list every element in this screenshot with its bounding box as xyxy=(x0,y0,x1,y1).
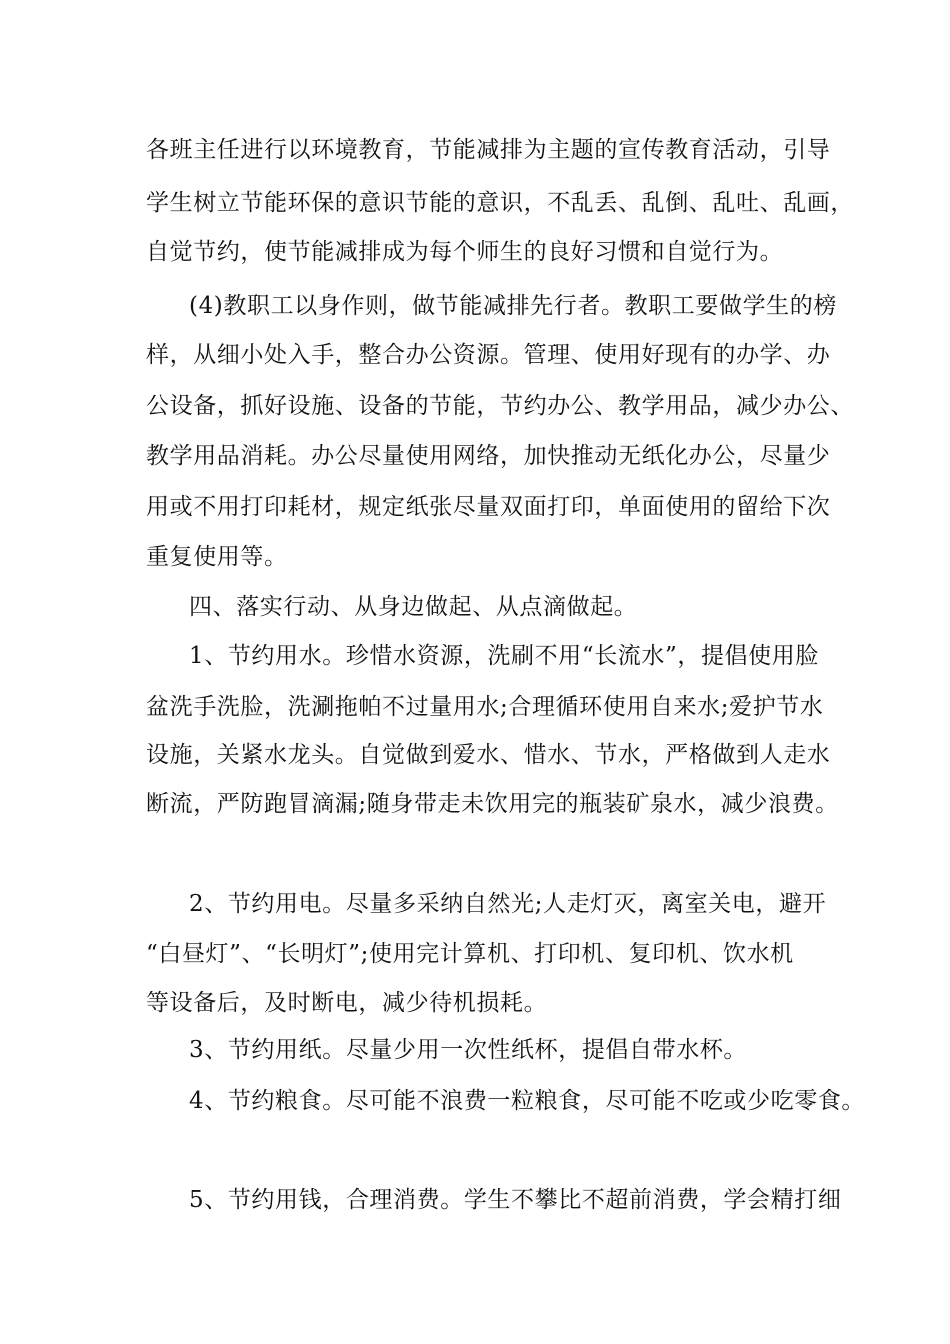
list-item-line: 盆洗手洗脸，洗涮拖帕不过量用水;合理循环使用自来水;爱护节水 xyxy=(146,694,824,720)
paragraph-line: 用或不用打印耗材，规定纸张尽量双面打印，单面使用的留给下次 xyxy=(146,494,831,520)
paragraph-line: (4)教职工以身作则，做节能减排先行者。教职工要做学生的榜 xyxy=(189,293,837,319)
list-item-line: 2、节约用电。尽量多采纳自然光;人走灯灭，离室关电，避开 xyxy=(189,891,827,917)
list-item-line: “白昼灯”、“长明灯”;使用完计算机、打印机、复印机、饮水机 xyxy=(146,941,794,967)
paragraph-line: 各班主任进行以环境教育，节能减排为主题的宣传教育活动，引导 xyxy=(146,137,831,163)
list-item-line: 5、节约用钱，合理消费。学生不攀比不超前消费，学会精打细 xyxy=(189,1187,842,1213)
list-item-line: 3、节约用纸。尽量少用一次性纸杯，提倡自带水杯。 xyxy=(189,1037,748,1063)
list-item-line: 设施，关紧水龙头。自觉做到爱水、惜水、节水，严格做到人走水 xyxy=(146,742,831,768)
paragraph-line: 学生树立节能环保的意识节能的意识，不乱丢、乱倒、乱吐、乱画， xyxy=(146,190,854,216)
section-heading: 四、落实行动、从身边做起、从点滴做起。 xyxy=(189,594,638,620)
paragraph-line: 公设备，抓好设施、设备的节能，节约办公、教学用品，减少办公、 xyxy=(146,393,854,419)
list-item-line: 1、节约用水。珍惜水资源，洗刷不用“长流水”，提倡使用脸 xyxy=(189,643,819,669)
list-item-line: 断流，严防跑冒滴漏;随身带走未饮用完的瓶装矿泉水，减少浪费。 xyxy=(146,791,839,817)
paragraph-line: 样，从细小处入手，整合办公资源。管理、使用好现有的办学、办 xyxy=(146,342,831,368)
list-item-line: 4、节约粮食。尽可能不浪费一粒粮食，尽可能不吃或少吃零食。 xyxy=(189,1088,866,1114)
list-item-line: 等设备后，及时断电，减少待机损耗。 xyxy=(146,990,548,1016)
paragraph-line: 教学用品消耗。办公尽量使用网络，加快推动无纸化办公，尽量少 xyxy=(146,443,831,469)
paragraph-line: 自觉节约，使节能减排成为每个师生的良好习惯和自觉行为。 xyxy=(146,239,784,265)
paragraph-line: 重复使用等。 xyxy=(146,544,288,570)
